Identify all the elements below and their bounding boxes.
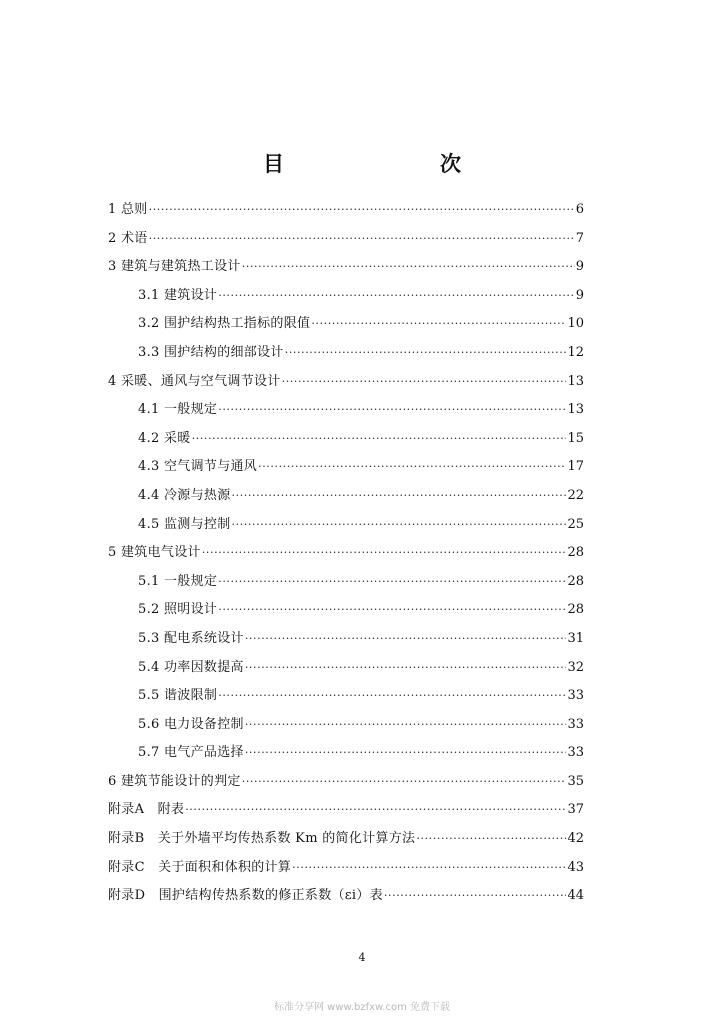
watermark: 标准分享网 www.bzfxw.com 免费下载 — [274, 1002, 450, 1013]
toc-entry-page: 31 — [567, 630, 584, 646]
toc-entry-page: 32 — [567, 659, 584, 675]
toc-entry[interactable] — [108, 396, 584, 425]
toc-entry-page: 28 — [567, 573, 584, 589]
dot-leader — [218, 568, 566, 597]
toc-entry-page: 22 — [567, 487, 584, 503]
toc-entry-page: 33 — [567, 716, 584, 732]
toc-entry-label: 4 采暖、通风与空气调节设计 — [108, 373, 281, 389]
toc-entry-label: 5.2 照明设计 — [138, 602, 218, 618]
toc-entry[interactable] — [108, 654, 584, 683]
dot-leader — [292, 854, 566, 883]
toc-entry[interactable] — [108, 625, 584, 654]
toc-entry-label: 5 建筑电气设计 — [108, 545, 201, 561]
toc-entry-page: 17 — [567, 459, 584, 475]
dot-leader — [285, 339, 567, 368]
dot-leader — [242, 768, 567, 797]
toc-entry-label: 6 建筑节能设计的判定 — [108, 773, 241, 789]
toc-entry-label: 附录C 关于面积和体积的计算 — [108, 859, 292, 875]
toc-entry-page: 37 — [567, 802, 584, 818]
toc-entry[interactable] — [108, 339, 584, 368]
toc-entry[interactable] — [108, 768, 584, 797]
toc-entry-label: 4.5 监测与控制 — [138, 516, 231, 532]
toc-entry[interactable] — [108, 739, 584, 768]
toc-entry[interactable] — [108, 453, 584, 482]
dot-leader — [384, 882, 567, 911]
toc-entry-page: 6 — [575, 202, 584, 217]
toc-entry-label: 5.5 谐波限制 — [138, 688, 218, 704]
dot-leader — [245, 625, 567, 654]
toc-entry[interactable] — [108, 282, 584, 311]
dot-leader — [232, 482, 567, 511]
toc-entry-label: 3.2 围护结构热工指标的限值 — [138, 316, 311, 332]
dot-leader — [218, 396, 566, 425]
toc-entry[interactable] — [108, 596, 584, 625]
toc-entry-label: 4.3 空气调节与通风 — [138, 459, 258, 475]
toc-entry-page: 25 — [567, 516, 584, 532]
toc-entry-label: 4.2 采暖 — [138, 430, 191, 446]
toc-entry-page: 12 — [567, 344, 584, 360]
toc-entry-label: 5.1 一般规定 — [138, 573, 218, 589]
dot-leader — [149, 225, 575, 254]
toc-entry-label: 5.6 电力设备控制 — [138, 716, 244, 732]
toc-entry-page: 28 — [567, 545, 584, 561]
toc-entry[interactable] — [108, 854, 584, 883]
toc-entry[interactable] — [108, 711, 584, 740]
toc-entry[interactable] — [108, 882, 584, 911]
toc-entry-label: 附录A 附表 — [108, 802, 185, 818]
dot-leader — [232, 511, 567, 540]
toc-entry[interactable] — [108, 425, 584, 454]
toc-entry[interactable] — [108, 796, 584, 825]
toc-entry[interactable] — [108, 825, 584, 854]
table-of-contents — [108, 196, 584, 911]
toc-entry-page: 42 — [567, 831, 584, 847]
dot-leader — [245, 654, 567, 683]
dot-leader — [282, 368, 567, 397]
toc-entry-label: 1 总则 — [108, 202, 148, 217]
page-number: 4 — [358, 951, 366, 964]
toc-entry[interactable] — [108, 482, 584, 511]
toc-entry[interactable] — [108, 511, 584, 540]
toc-entry-page: 33 — [567, 688, 584, 704]
toc-entry-page: 7 — [575, 230, 584, 246]
toc-entry[interactable] — [108, 310, 584, 339]
toc-entry-label: 5.7 电气产品选择 — [138, 745, 244, 761]
toc-entry-label: 附录B 关于外墙平均传热系数 Km 的简化计算方法 — [108, 831, 416, 847]
dot-leader — [218, 682, 566, 711]
toc-entry[interactable] — [108, 368, 584, 397]
toc-entry[interactable] — [108, 539, 584, 568]
toc-entry-page: 13 — [567, 402, 584, 418]
toc-entry-page: 33 — [567, 745, 584, 761]
page-title: 目 次 — [263, 151, 499, 176]
toc-entry[interactable] — [108, 253, 584, 282]
dot-leader — [416, 825, 566, 854]
toc-entry-page: 10 — [567, 316, 584, 332]
toc-entry-label: 3.1 建筑设计 — [138, 287, 218, 303]
toc-entry-label: 4.1 一般规定 — [138, 402, 218, 418]
toc-entry-page: 44 — [567, 888, 584, 904]
toc-entry[interactable] — [108, 568, 584, 597]
toc-entry-page: 15 — [567, 430, 584, 446]
dot-leader — [258, 453, 566, 482]
dot-leader — [218, 596, 566, 625]
toc-entry-page: 28 — [567, 602, 584, 618]
toc-entry-page: 9 — [575, 287, 584, 303]
toc-entry-label: 5.4 功率因数提高 — [138, 659, 244, 675]
dot-leader — [202, 539, 567, 568]
toc-entry-label: 4.4 冷源与热源 — [138, 487, 231, 503]
toc-entry-label: 2 术语 — [108, 230, 148, 246]
dot-leader — [311, 310, 566, 339]
toc-entry-page: 9 — [575, 259, 584, 275]
toc-entry-label: 3.3 围护结构的细部设计 — [138, 344, 284, 360]
toc-entry-label: 附录D 围护结构传热系数的修正系数（εi）表 — [108, 888, 383, 904]
toc-entry-page: 35 — [567, 773, 584, 789]
toc-entry[interactable] — [108, 682, 584, 711]
dot-leader — [245, 739, 567, 768]
dot-leader — [185, 796, 566, 825]
dot-leader — [192, 425, 567, 454]
toc-entry[interactable] — [108, 225, 584, 254]
dot-leader — [218, 282, 575, 311]
toc-entry-label: 5.3 配电系统设计 — [138, 630, 244, 646]
toc-entry[interactable] — [108, 196, 584, 225]
toc-entry-page: 13 — [567, 373, 584, 389]
dot-leader — [242, 253, 575, 282]
toc-entry-label: 3 建筑与建筑热工设计 — [108, 259, 241, 275]
toc-entry-page: 43 — [567, 859, 584, 875]
dot-leader — [245, 711, 567, 740]
dot-leader — [149, 196, 575, 225]
